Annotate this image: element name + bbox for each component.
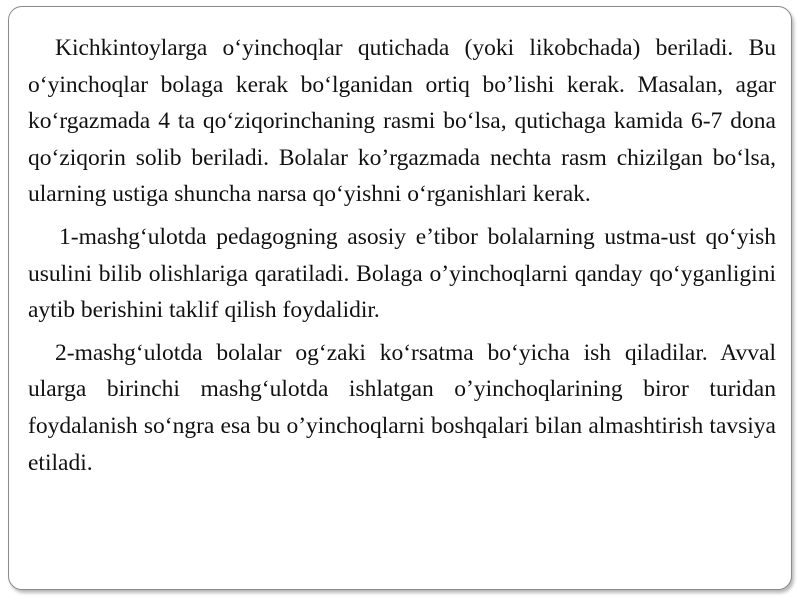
paragraph-1: Kichkintoylarga o‘yinchoqlar qutichada (yoki likobchada) beriladi. Bu o‘yinchoqlar bolaga kerak bo‘lganidan ortiq bo’lishi kerak. Masalan, agar ko‘rgazmada 4 ta qo‘ziqorinchaning rasmi bo‘lsa, qutichaga kamida 6-7 dona qo‘ziqorin solib beriladi. Bolalar ko’rgazmada nechta rasm chizilgan bo‘lsa, ularning ustiga shuncha narsa qo‘yishni o‘rganishlari kerak. xyxy=(28,35,776,208)
slide-text-body xyxy=(28,30,776,487)
paragraph-2: 1-mashg‘ulotda pedagogning asosiy e’tibor bolalarning ustma-ust qo‘yish usulini bilib olishlariga qaratiladi. Bolaga o’yinchoqlarni qanday qo‘yganligini aytib berishini taklif qilish foydalidir. xyxy=(28,223,776,324)
paragraph-3: 2-mashg‘ulotda bolalar og‘zaki ko‘rsatma bo‘yicha ish qiladilar. Avval ularga birinchi mashg‘ulotda ishlatgan o’yinchoqlarining biror turidan foydalanish so‘ngra esa bu o’yinchoqlarni boshqalari bilan almashtirish tavsiya etiladi. xyxy=(28,339,776,476)
